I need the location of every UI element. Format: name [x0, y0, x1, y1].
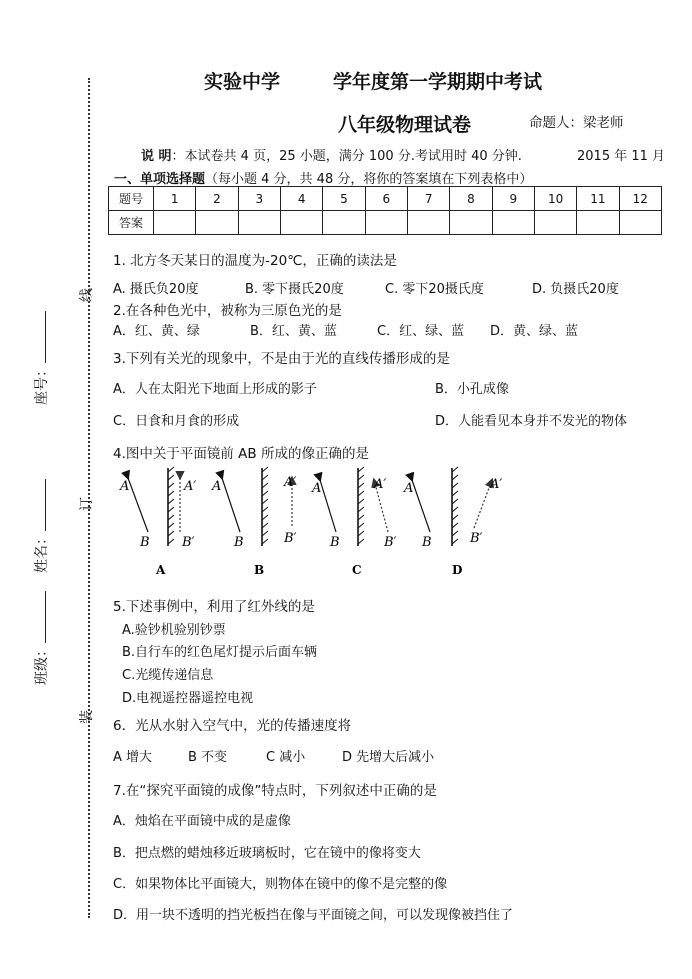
number-cell: 10: [534, 187, 576, 211]
number-cell: 1: [154, 187, 196, 211]
q4-c-label-Bp: B′: [384, 535, 397, 550]
binding-char-line: 线: [79, 288, 95, 302]
number-cell: 2: [196, 187, 238, 211]
number-cell: 7: [407, 187, 449, 211]
number-cell: 9: [492, 187, 534, 211]
q3-option-d[interactable]: D．人能看见本身并不发光的物体: [435, 414, 628, 429]
section1-title: 一、单项选择题: [114, 172, 206, 187]
answer-cell[interactable]: [534, 211, 576, 235]
q4-stem: 4.图中关于平面镜前 AB 所成的像正确的是: [113, 446, 369, 462]
answer-table: [108, 186, 662, 235]
exam-date: 2015 年 11 月: [577, 149, 666, 164]
answer-cell[interactable]: [196, 211, 238, 235]
q4-b-label-A: A: [212, 479, 222, 494]
q1-option-d[interactable]: D. 负摄氏20度: [532, 282, 619, 297]
school-name: 实验中学: [204, 71, 281, 93]
q4-d-label-A: A: [404, 481, 414, 496]
number-cell: 3: [238, 187, 280, 211]
answer-cell[interactable]: [492, 211, 534, 235]
q5-stem: 5.下述事例中，利用了红外线的是: [113, 599, 315, 615]
q4-diagram-b: [222, 467, 292, 546]
q5-option-d[interactable]: D.电视遥控器遥控电视: [122, 691, 254, 706]
answer-cell[interactable]: [154, 211, 196, 235]
q7-option-c[interactable]: C．如果物体比平面镜大，则物体在镜中的像不是完整的像: [113, 877, 448, 892]
q4-a-label-B: B: [140, 535, 150, 550]
answer-cell[interactable]: [407, 211, 449, 235]
q2-option-d[interactable]: D．黄、绿、蓝: [490, 324, 579, 339]
q6-option-a[interactable]: A 增大: [113, 750, 153, 765]
q4-a-label-Bp: B′: [182, 535, 195, 550]
class-field[interactable]: [31, 575, 51, 685]
q2-option-a[interactable]: A．红、黄、绿: [113, 324, 200, 339]
number-cell: 6: [365, 187, 407, 211]
number-cell: 11: [577, 187, 619, 211]
seat-field[interactable]: [31, 295, 51, 405]
exam-subtitle: 八年级物理试卷: [338, 114, 472, 136]
answer-cell[interactable]: [365, 211, 407, 235]
q4-b-label-B: B: [234, 535, 244, 550]
q4-option-a[interactable]: A: [156, 563, 166, 577]
q1-option-b[interactable]: B. 零下摄氏20度: [245, 282, 344, 297]
q1-stem: 1. 北方冬天某日的温度为-20℃，正确的读法是: [113, 253, 397, 269]
section1-desc: （每小题 4 分，共 48 分，将你的答案填在下列表格中）: [205, 172, 533, 187]
q2-stem: 2.在各种色光中，被称为三原色光的是: [113, 303, 342, 319]
number-cell: 8: [450, 187, 492, 211]
q7-option-d[interactable]: D．用一块不透明的挡光板挡在像与平面镜之间，可以发现像被挡住了: [113, 908, 514, 923]
answer-table-number-row: [109, 187, 662, 211]
q2-option-c[interactable]: C．红、绿、蓝: [377, 324, 465, 339]
q7-option-a[interactable]: A．烛焰在平面镜中成的是虚像: [113, 814, 291, 829]
q7-option-b[interactable]: B．把点燃的蜡烛移近玻璃板时，它在镜中的像将变大: [113, 846, 421, 861]
q4-option-b[interactable]: B: [254, 563, 265, 577]
exam-term: 学年度第一学期期中考试: [333, 71, 543, 93]
q1-option-a[interactable]: A. 摄氏负20度: [113, 282, 199, 297]
notes-line: [141, 145, 522, 164]
q4-d-label-B: B: [422, 535, 432, 550]
name-blank[interactable]: [45, 479, 46, 531]
binding-char-zhuang: 装: [79, 710, 95, 724]
q4-a-label-A: A: [120, 479, 130, 494]
answer-cell[interactable]: [238, 211, 280, 235]
q4-c-label-B: B: [330, 535, 340, 550]
number-cell: 4: [280, 187, 322, 211]
q4-b-label-Ap: A′: [284, 475, 297, 490]
class-blank[interactable]: [45, 591, 46, 643]
answer-cell[interactable]: [323, 211, 365, 235]
q4-d-label-Bp: B′: [470, 531, 483, 546]
q4-option-d[interactable]: D: [452, 563, 463, 577]
q1-option-c[interactable]: C. 零下20摄氏度: [385, 282, 484, 297]
q6-option-c[interactable]: C 减小: [266, 750, 306, 765]
q4-option-c[interactable]: C: [352, 563, 362, 577]
answer-row-header: 答案: [109, 211, 154, 235]
q2-option-b[interactable]: B．红、黄、蓝: [250, 324, 337, 339]
q6-stem: 6．光从水射入空气中，光的传播速度将: [113, 718, 352, 734]
q4-b-label-Bp: B′: [284, 531, 297, 546]
q5-option-b[interactable]: B.自行车的红色尾灯提示后面车辆: [122, 645, 318, 660]
number-cell: 12: [619, 187, 661, 211]
seat-label: 座号：: [34, 363, 50, 405]
name-label: 姓名：: [34, 531, 50, 573]
exam-author: 命题人：梁老师: [529, 115, 624, 131]
q4-figure: [112, 466, 512, 580]
q4-a-label-Ap: A′: [184, 479, 197, 494]
name-field[interactable]: [31, 463, 51, 573]
q4-c-label-Ap: A′: [374, 477, 387, 492]
q4-c-label-A: A: [312, 481, 322, 496]
answer-cell[interactable]: [619, 211, 661, 235]
q4-diagram-a: [128, 467, 180, 546]
number-cell: 5: [323, 187, 365, 211]
answer-cell[interactable]: [280, 211, 322, 235]
seat-blank[interactable]: [45, 311, 46, 363]
answer-table-answer-row: [109, 211, 662, 235]
section1-heading: [114, 168, 532, 187]
class-label: 班级：: [34, 643, 50, 685]
q5-option-c[interactable]: C.光缆传递信息: [122, 668, 214, 683]
answer-cell[interactable]: [450, 211, 492, 235]
q3-option-c[interactable]: C．日食和月食的形成: [113, 414, 240, 429]
q6-option-b[interactable]: B 不变: [188, 750, 228, 765]
q5-option-a[interactable]: A.验钞机验别钞票: [122, 623, 226, 638]
q3-stem: 3.下列有关光的现象中，不是由于光的直线传播形成的是: [113, 351, 450, 367]
notes-label: 说 明: [141, 149, 172, 164]
number-row-header: 题号: [109, 187, 154, 211]
notes-text: ：本试卷共 4 页，25 小题，满分 100 分.考试用时 40 分钟.: [171, 149, 522, 164]
binding-char-ding: 订: [79, 497, 95, 511]
q6-option-d[interactable]: D 先增大后减小: [342, 750, 435, 765]
answer-cell[interactable]: [577, 211, 619, 235]
q3-option-b[interactable]: B．小孔成像: [435, 382, 509, 397]
q3-option-a[interactable]: A．人在太阳光下地面上形成的影子: [113, 382, 317, 397]
q4-d-label-Ap: A′: [490, 477, 503, 492]
q7-stem: 7.在“探究平面镜的成像”特点时，下列叙述中正确的是: [113, 783, 437, 799]
